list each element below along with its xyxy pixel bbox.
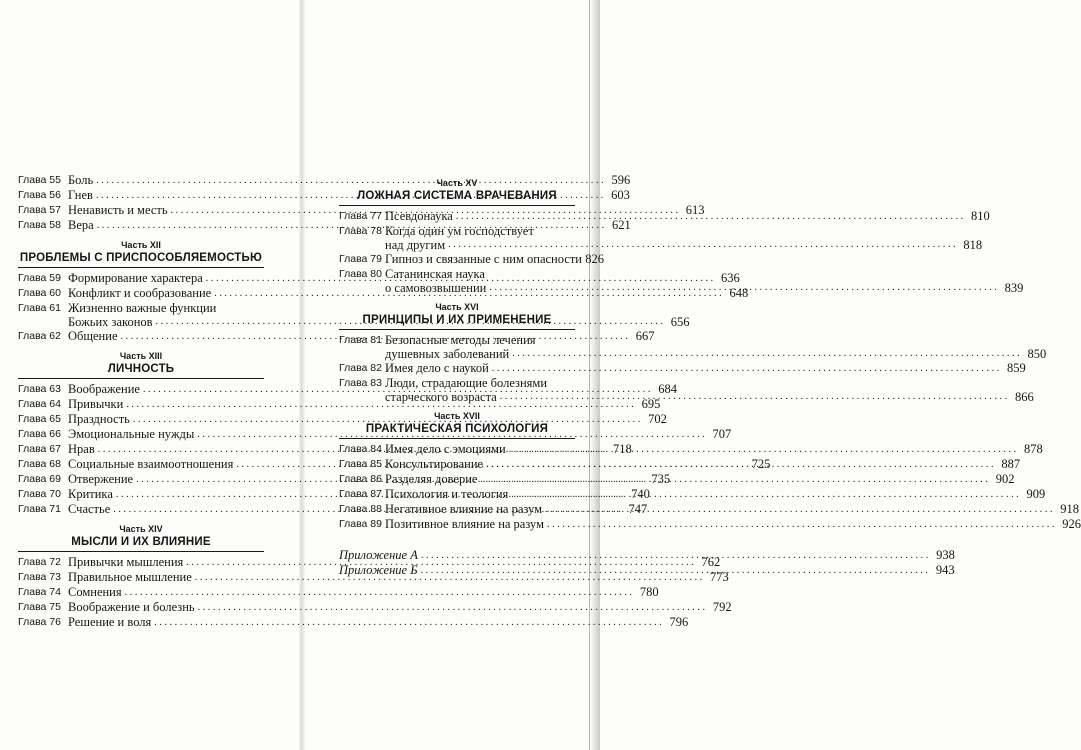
chapter-title: Разделяя доверие	[385, 472, 478, 486]
page-number: 702	[648, 412, 667, 426]
chapter-number: Глава 55	[18, 174, 61, 186]
page-number: 707	[712, 427, 732, 441]
entry-title-line	[68, 615, 689, 630]
chapter-title: Привычки	[68, 397, 124, 411]
toc-entry[interactable]	[339, 361, 1026, 376]
part-heading	[339, 411, 575, 436]
part-rule	[18, 551, 264, 552]
chapter-title: Имея дело с наукой	[385, 361, 489, 375]
chapter-title: Жизненно важные функции	[68, 301, 217, 315]
page-number: 826	[585, 252, 604, 266]
page-number: 740	[631, 487, 650, 501]
chapter-number: Глава 64	[18, 398, 61, 410]
dot-leader	[445, 238, 960, 252]
dot-leader	[544, 517, 1059, 532]
chapter-number: Глава 81	[339, 334, 382, 346]
chapter-number: Глава 87	[339, 488, 382, 500]
chapter-title: Воображение и болезнь	[68, 600, 195, 614]
chapter-number: Глава 75	[18, 601, 61, 613]
chapter-number: Глава 58	[18, 219, 61, 231]
part-number: Часть XV	[436, 178, 478, 188]
toc-entry[interactable]	[339, 517, 1081, 532]
chapter-title: Позитивное влияние на разум	[385, 517, 545, 531]
part-number: Часть XVII	[434, 411, 480, 421]
dot-leader	[497, 390, 1012, 404]
chapter-title: Решение и воля	[68, 615, 152, 629]
chapter-number: Глава 77	[339, 210, 382, 222]
chapter-title-continued: старческого возраста	[385, 390, 497, 404]
part-number: Часть XII	[121, 240, 161, 250]
page-number: 902	[995, 472, 1015, 486]
part-rule	[339, 329, 575, 330]
chapter-title-continued: душевных заболеваний	[385, 347, 510, 361]
part-title: ЛОЖНАЯ СИСТЕМА ВРАЧЕВАНИЯ	[357, 190, 557, 202]
chapter-number: Глава 85	[339, 458, 382, 470]
chapter-title: Эмоциональные нужды	[68, 427, 195, 441]
toc-entry[interactable]	[18, 301, 264, 315]
page-number: 735	[651, 472, 671, 486]
chapter-title: Правильное мышление	[68, 570, 192, 584]
chapter-number: Глава 70	[18, 488, 61, 500]
chapter-title: Консультирование	[385, 457, 484, 471]
chapter-title: Сомнения	[68, 585, 122, 599]
part-heading	[18, 240, 264, 265]
entry-title-line	[385, 333, 575, 347]
page-number: 938	[936, 548, 955, 562]
page-number: 887	[1001, 457, 1021, 471]
page-number: 695	[641, 397, 661, 411]
chapter-title: Имея дело с эмоциями	[385, 442, 506, 456]
entry-title-line	[385, 224, 575, 238]
dot-leader	[489, 361, 1004, 376]
chapter-title: Вера	[68, 218, 94, 232]
dot-leader	[542, 502, 1057, 517]
dot-leader	[418, 548, 933, 563]
page-number: 796	[669, 615, 689, 629]
chapter-title-continued: о самовозвышении	[385, 281, 487, 295]
part-title: ПРИНЦИПЫ И ИХ ПРИМЕНЕНИЕ	[362, 314, 552, 326]
chapter-number: Глава 71	[18, 503, 61, 515]
toc-entry[interactable]	[339, 224, 575, 238]
chapter-title: Нрав	[68, 442, 95, 456]
part-heading	[18, 351, 264, 376]
page-number: 636	[721, 271, 740, 285]
dot-leader	[483, 457, 998, 472]
page-number: 859	[1007, 361, 1026, 375]
part-title: ПРАКТИЧЕСКАЯ ПСИХОЛОГИЯ	[365, 423, 549, 435]
page-number: 810	[971, 209, 990, 223]
dot-leader	[486, 281, 1001, 295]
entry-title-line	[385, 517, 1081, 532]
chapter-title: Праздность	[68, 412, 130, 426]
chapter-title: Формирование характера	[68, 271, 203, 285]
entry-title-line	[385, 347, 1047, 361]
chapter-number: Глава 57	[18, 204, 61, 216]
toc-entry[interactable]	[339, 252, 604, 267]
chapter-number: Глава 84	[339, 443, 382, 455]
chapter-title: Боль	[68, 173, 94, 187]
chapter-title: Ненависть и месть	[68, 203, 168, 217]
page-number: 780	[639, 585, 659, 599]
chapter-title: Счастье	[68, 502, 111, 516]
entry-title-line	[385, 361, 1026, 376]
chapter-title: Общение	[68, 329, 118, 343]
chapter-number: Глава 68	[18, 458, 61, 470]
toc-entry[interactable]	[339, 333, 575, 347]
part-rule	[18, 267, 264, 268]
part-rule	[18, 378, 264, 379]
chapter-number: Глава 78	[339, 225, 382, 237]
page-number: 918	[1060, 502, 1080, 516]
page-number: 667	[635, 329, 655, 343]
dot-leader	[453, 209, 968, 224]
dot-leader	[477, 472, 992, 487]
page-number: 839	[1004, 281, 1024, 295]
page-number: 718	[612, 442, 632, 456]
chapter-title: Психология и теология	[385, 487, 509, 501]
page-number: 850	[1027, 347, 1047, 361]
chapter-title: Негативное влияние на разум	[385, 502, 543, 516]
page-number: 613	[685, 203, 705, 217]
chapter-number: Глава 72	[18, 556, 61, 568]
chapter-title: Социальные взаимоотношения	[68, 457, 234, 471]
page-number: 878	[1023, 442, 1043, 456]
entry-title-line	[385, 376, 575, 390]
dot-leader	[122, 585, 637, 600]
chapter-number: Глава 59	[18, 272, 61, 284]
chapter-number: Глава 83	[339, 377, 382, 389]
part-heading	[18, 524, 264, 549]
chapter-title: Гнев	[68, 188, 93, 202]
part-title: ПРОБЛЕМЫ С ПРИСПОСОБЛЯЕМОСТЬЮ	[19, 252, 263, 264]
toc-entry[interactable]	[18, 585, 659, 600]
part-heading	[339, 178, 575, 203]
toc-entry[interactable]	[18, 600, 732, 615]
chapter-number: Глава 86	[339, 473, 382, 485]
chapter-title: Люди, страдающие болезнями	[385, 376, 548, 390]
page-number: 762	[701, 555, 721, 569]
page-number: 866	[1015, 390, 1034, 404]
chapter-title: Отвержение	[68, 472, 134, 486]
chapter-title: Конфликт и сообразование	[68, 286, 212, 300]
appendix-label: Приложение А	[339, 548, 418, 562]
chapter-number: Глава 61	[18, 302, 61, 314]
chapter-number: Глава 69	[18, 473, 61, 485]
part-title: ЛИЧНОСТЬ	[107, 363, 175, 375]
chapter-title-continued: Божьих законов	[68, 315, 153, 329]
chapter-title: Критика	[68, 487, 113, 501]
chapter-number: Глава 73	[18, 571, 61, 583]
part-title: МЫСЛИ И ИХ ВЛИЯНИЕ	[71, 536, 211, 548]
dot-leader	[509, 347, 1024, 361]
page-number: 684	[658, 382, 677, 396]
page-number: 603	[611, 188, 630, 202]
chapter-number: Глава 76	[18, 616, 61, 628]
chapter-number: Глава 67	[18, 443, 61, 455]
entry-title-line	[68, 585, 659, 600]
chapter-title-continued: над другим	[385, 238, 446, 252]
appendix-spacer	[339, 532, 575, 548]
toc-entry-continuation	[339, 238, 983, 252]
page-number: 926	[1062, 517, 1081, 531]
chapter-title: Сатанинская наука	[385, 267, 485, 281]
chapter-number: Глава 88	[339, 503, 382, 515]
chapter-title: Псевдонаука	[385, 209, 453, 223]
part-number: Часть XVI	[435, 302, 479, 312]
entry-title-line	[385, 238, 983, 252]
chapter-number: Глава 82	[339, 362, 382, 374]
page-number: 621	[611, 218, 631, 232]
chapter-number: Глава 80	[339, 268, 382, 280]
page-number: 909	[1026, 487, 1046, 501]
entry-title-line	[385, 252, 604, 267]
dot-leader	[195, 600, 710, 615]
chapter-number: Глава 65	[18, 413, 61, 425]
appendix-label: Приложение Б	[339, 563, 418, 577]
chapter-number: Глава 89	[339, 518, 382, 530]
page-number: 725	[751, 457, 771, 471]
chapter-number: Глава 63	[18, 383, 61, 395]
chapter-title: Гипноз и связанные с ним опасности	[385, 252, 582, 266]
book-gutter	[299, 0, 305, 750]
chapter-number: Глава 79	[339, 253, 382, 265]
part-number: Часть XIII	[119, 351, 163, 361]
chapter-title: Когда один ум господствует	[385, 224, 534, 238]
chapter-number: Глава 60	[18, 287, 61, 299]
toc-entry[interactable]	[18, 615, 689, 630]
chapter-title: Безопасные методы лечения	[385, 333, 536, 347]
page-number: 792	[712, 600, 732, 614]
entry-title-line	[68, 301, 264, 315]
entry-title-line	[68, 600, 732, 615]
page-number: 656	[670, 315, 690, 329]
toc-entry[interactable]	[339, 376, 575, 390]
part-number: Часть XIV	[119, 524, 163, 534]
chapter-number: Глава 56	[18, 189, 61, 201]
dot-leader	[508, 487, 1023, 502]
dot-leader	[506, 442, 1021, 457]
part-rule	[339, 438, 575, 439]
part-rule	[339, 205, 575, 206]
toc-entry[interactable]	[339, 267, 575, 281]
dot-leader	[151, 615, 666, 630]
chapter-title: Привычки мышления	[68, 555, 184, 569]
page-number: 596	[611, 173, 631, 187]
page-number: 648	[729, 286, 749, 300]
toc-entry-continuation	[339, 347, 1047, 361]
page-number: 773	[710, 570, 729, 584]
chapter-number: Глава 74	[18, 586, 61, 598]
chapter-title: Воображение	[68, 382, 140, 396]
page-number: 943	[935, 563, 955, 577]
chapter-number: Глава 66	[18, 428, 61, 440]
chapter-number: Глава 62	[18, 330, 61, 342]
part-heading	[339, 302, 575, 327]
page-number: 818	[963, 238, 983, 252]
page-number: 747	[628, 502, 648, 516]
entry-title-line	[385, 267, 575, 281]
dot-leader	[418, 563, 933, 578]
